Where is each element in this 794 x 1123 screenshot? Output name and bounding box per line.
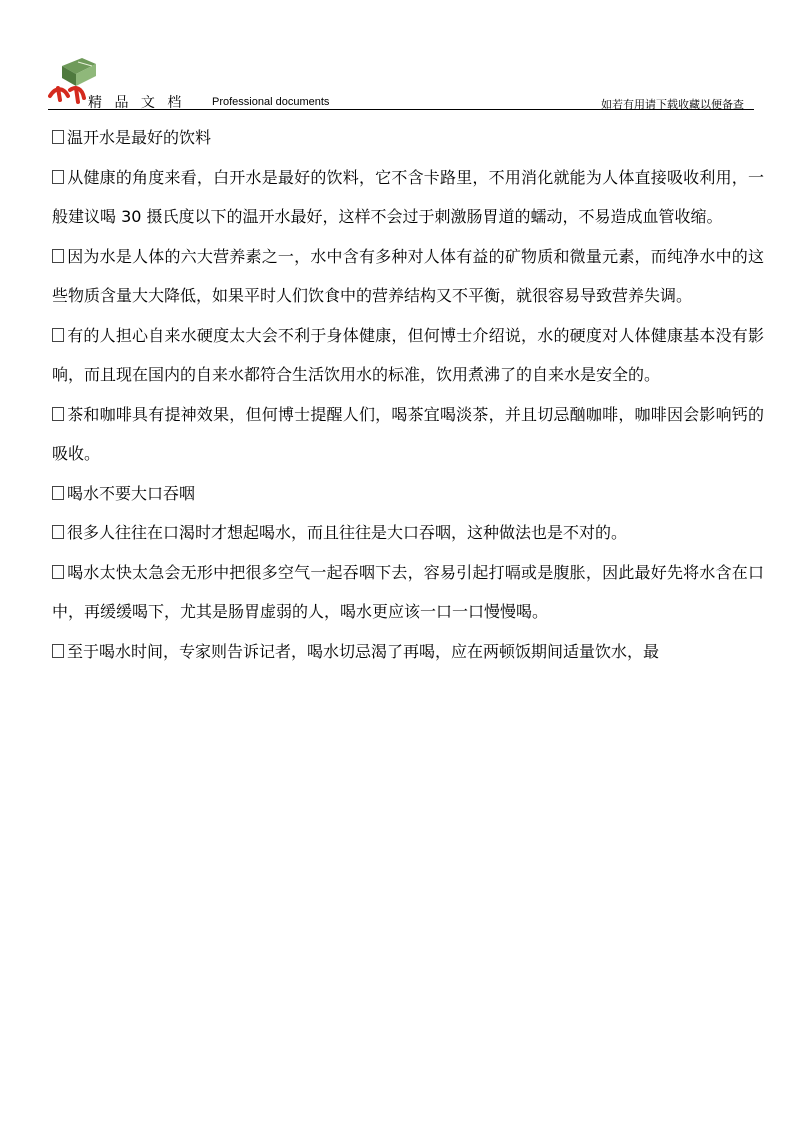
header-divider [48, 109, 754, 110]
header-subtitle: Professional documents [212, 96, 330, 108]
paragraph-9 [52, 632, 764, 672]
paragraph-text: 喝水太快太急会无形中把很多空气一起吞咽下去，容易引起打嗝或是腹胀，因此最好先将水含在口中，再缓缓喝下，尤其是肠胃虚弱的人，喝水更应该一口一口慢慢喝。 [52, 562, 764, 621]
paragraph-text: 至于喝水时间，专家则告诉记者，喝水切忌渴了再喝，应在两顿饭期间适量饮水，最 [67, 641, 660, 661]
paragraph-3 [52, 237, 764, 316]
header-right-note: 如若有用请下载收藏以便备查 [601, 98, 744, 111]
checkbox-bullet-icon [52, 486, 64, 500]
checkbox-bullet-icon [52, 407, 64, 421]
paragraph-8 [52, 553, 764, 632]
paragraph-1 [52, 118, 764, 158]
paragraph-4 [52, 316, 764, 395]
paragraph-text: 很多人往往在口渴时才想起喝水，而且往往是大口吞咽，这种做法也是不对的。 [67, 523, 628, 542]
paragraph-5 [52, 395, 764, 474]
document-body [52, 118, 764, 671]
paragraph-text: 茶和咖啡具有提神效果，但何博士提醒人们，喝茶宜喝淡茶，并且切忌酗咖啡，咖啡因会影响钙的吸收。 [52, 404, 764, 463]
paragraph-text: 从健康的角度来看，白开水是最好的饮料，它不含卡路里，不用消化就能为人体直接吸收利用，一般建议喝 30 摄氏度以下的温开水最好，这样不会过于刺激肠胃道的蠕动，不易造成血管收缩。 [52, 167, 764, 226]
checkbox-bullet-icon [52, 328, 64, 342]
paragraph-7 [52, 513, 764, 553]
paragraph-2 [52, 158, 764, 237]
checkbox-bullet-icon [52, 565, 64, 579]
checkbox-bullet-icon [52, 130, 64, 144]
checkbox-bullet-icon [52, 525, 64, 539]
paragraph-6 [52, 474, 764, 514]
paragraph-text: 喝水不要大口吞咽 [67, 483, 196, 503]
header-brand: 精 品 文 档 [88, 95, 186, 111]
checkbox-bullet-icon [52, 249, 64, 263]
checkbox-bullet-icon [52, 170, 64, 184]
paragraph-text: 有的人担心自来水硬度太大会不利于身体健康，但何博士介绍说，水的硬度对人体健康基本没有影响，而且现在国内的自来水都符合生活饮用水的标准，饮用煮沸了的自来水是安全的。 [52, 325, 764, 384]
checkbox-bullet-icon [52, 644, 64, 658]
page-header [48, 52, 754, 110]
paragraph-text: 因为水是人体的六大营养素之一，水中含有多种对人体有益的矿物质和微量元素，而纯净水中的这些物质含量大大降低，如果平时人们饮食中的营养结构又不平衡，就很容易导致营养失调。 [52, 246, 764, 305]
paragraph-text: 温开水是最好的饮料 [67, 128, 212, 147]
